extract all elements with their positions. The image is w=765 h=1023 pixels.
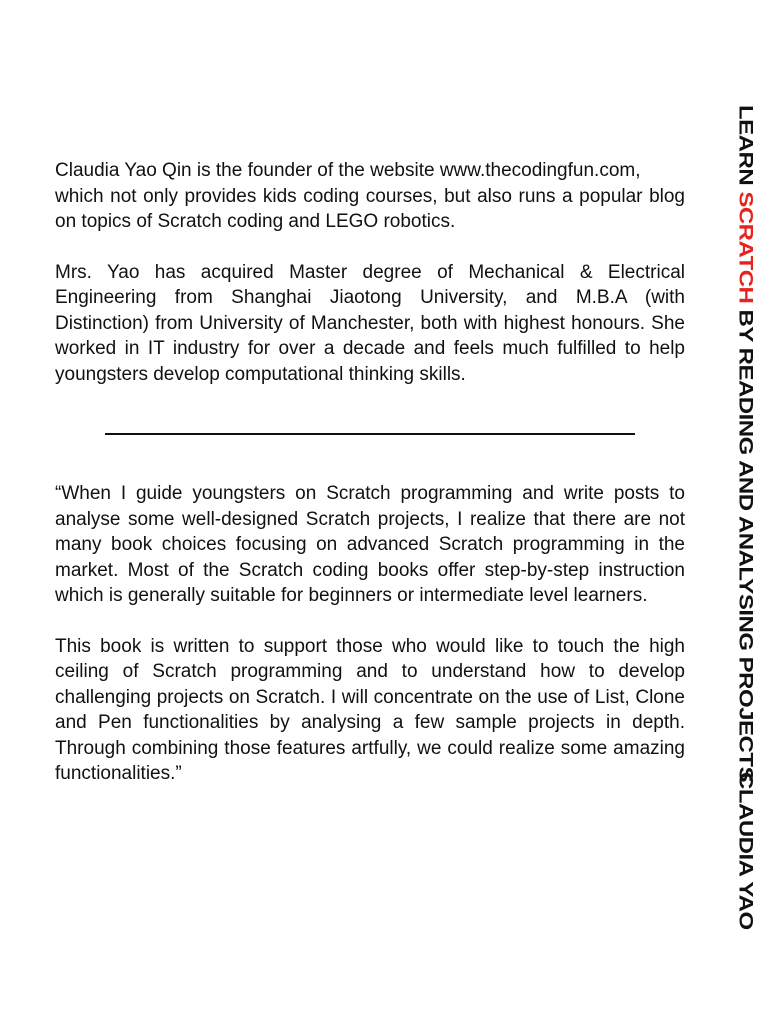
back-cover-text bbox=[55, 158, 685, 787]
author-bio-paragraph bbox=[55, 158, 685, 235]
spine-title bbox=[729, 105, 761, 782]
website-link: www.thecodingfun.com, bbox=[439, 160, 641, 181]
spine-title-highlight: SCRATCH bbox=[734, 191, 757, 304]
spine-title-pre: LEARN bbox=[734, 105, 757, 192]
book-spine bbox=[725, 0, 765, 1023]
quote-paragraph-1: “When I guide youngsters on Scratch programming and write posts to analyse some well-designed Scratch projects, I realize that there are not many book choices focusing on advanced Scratch programming in the market. Most of the Scratch coding books offer step-by-step instruction which is generally suitable for beginners or intermediate level learners. bbox=[55, 483, 685, 606]
author-bio-rest: which not only provides kids coding courses, but also runs a popular blog on topics of Scratch coding and LEGO robotics. bbox=[55, 185, 685, 232]
spine-title-post: BY READING AND ANALYSING PROJECTS bbox=[734, 303, 757, 783]
author-credentials-paragraph: Mrs. Yao has acquired Master degree of Mechanical & Electrical Engineering from Shanghai Jiaotong University, and M.B.A (with Distinction) from University of Manchester, both with highest honours. She worked in IT industry for over a decade and feels much fulfilled to help youngsters develop computational thinking skills. bbox=[55, 261, 685, 385]
spine-author: CLAUDIA YAO bbox=[734, 772, 757, 930]
section-divider bbox=[105, 433, 635, 435]
author-bio-lead: Claudia Yao Qin is the founder of the website bbox=[55, 160, 435, 181]
quote-paragraph-2: This book is written to support those who would like to touch the high ceiling of Scratch programming and to understand how to develop challenging projects on Scratch. I will concentrate on the use of List, Clone and Pen functionalities by analysing a few sample projects in depth. Through combining those features artfully, we could realize some amazing functionalities.” bbox=[55, 635, 685, 784]
author-bio-first-line bbox=[55, 158, 685, 184]
